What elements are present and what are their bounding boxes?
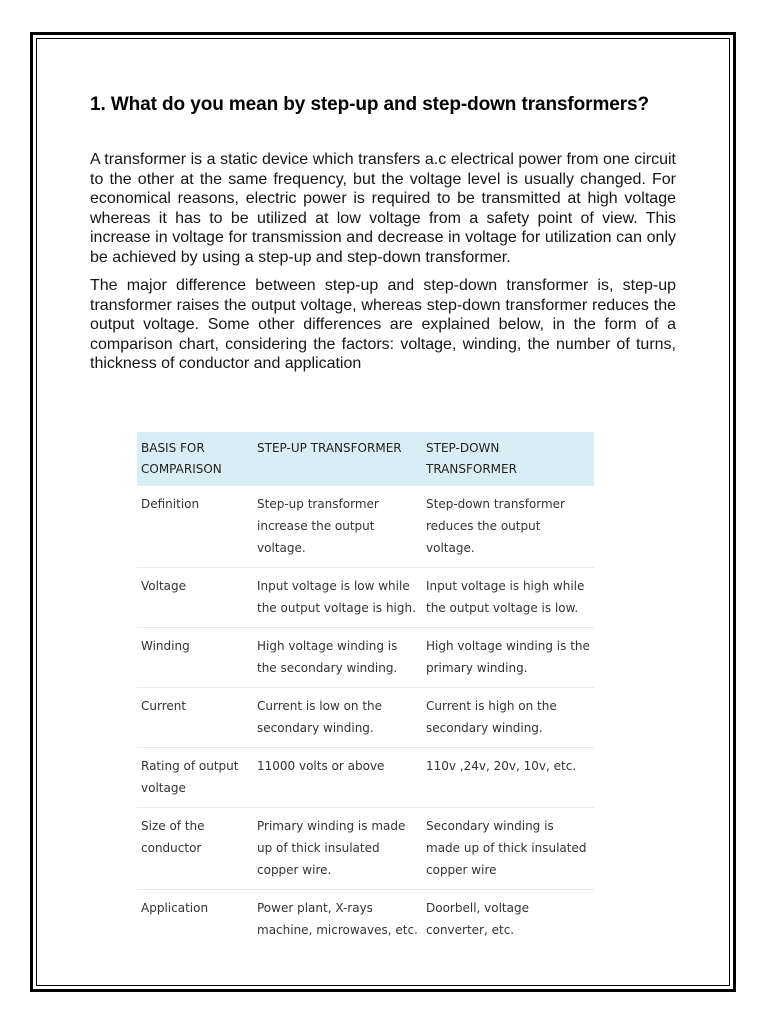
row-winding-basis: Winding xyxy=(137,628,253,688)
header-basis: BASIS FOR COMPARISON xyxy=(137,432,253,486)
row-definition-basis: Definition xyxy=(137,486,253,568)
row-rating-basis: Rating of output voltage xyxy=(137,748,253,808)
table-row xyxy=(137,808,594,890)
paragraph-difference: The major difference between step-up and step-down transformer is, step-up transformer raises the output voltage, whereas step-down transformer reduces the output voltage. Some other differences are explained below, in the form of a comparison chart, considering the factors: voltage, winding, the number of turns, thickness of conductor and application xyxy=(90,277,676,372)
row-definition-step-down: Step-down transformer reduces the output voltage. xyxy=(422,486,594,568)
header-step-down: STEP-DOWN TRANSFORMER xyxy=(422,432,594,486)
table-row xyxy=(137,568,594,628)
row-definition-step-up: Step-up transformer increase the output voltage. xyxy=(253,486,422,568)
question-heading: 1. What do you mean by step-up and step-down transformers? xyxy=(90,94,649,115)
row-current-basis: Current xyxy=(137,688,253,748)
row-application-step-up: Power plant, X-rays machine, microwaves, etc. xyxy=(257,901,418,937)
table-row xyxy=(137,688,594,748)
document-content xyxy=(90,92,676,374)
row-application-step-down: Doorbell, voltage converter, etc. xyxy=(426,901,529,937)
table-row xyxy=(137,486,594,568)
table-row xyxy=(137,628,594,688)
row-conductor-basis: Size of the conductor xyxy=(137,808,253,890)
comparison-table-wrapper xyxy=(137,432,594,949)
table-row xyxy=(137,890,594,950)
row-rating-step-down: 110v ,24v, 20v, 10v, etc. xyxy=(422,748,594,808)
header-step-up: STEP-UP TRANSFORMER xyxy=(253,432,422,486)
row-conductor-step-down: Secondary winding is made up of thick insulated copper wire xyxy=(422,808,594,890)
row-voltage-basis: Voltage xyxy=(137,568,253,628)
row-winding-step-down: High voltage winding is the primary winding. xyxy=(422,628,594,688)
table-header-row xyxy=(137,432,594,486)
paragraph-intro: A transformer is a static device which transfers a.c electrical power from one circuit to the other at the same frequency, but the voltage level is usually changed. For economical reasons, electric power is required to be transmitted at high voltage whereas it has to be utilized at low voltage from a safety point of view. This increase in voltage for transmission and decrease in voltage for utilization can only be achieved by using a step-up and step-down transformer. xyxy=(90,151,676,266)
row-voltage-step-down: Input voltage is high while the output voltage is low. xyxy=(422,568,594,628)
row-voltage-step-up: Input voltage is low while the output voltage is high. xyxy=(253,568,422,628)
row-conductor-step-up: Primary winding is made up of thick insulated copper wire. xyxy=(253,808,422,890)
comparison-table xyxy=(137,432,594,949)
table-row xyxy=(137,748,594,808)
row-winding-step-up: High voltage winding is the secondary winding. xyxy=(253,628,422,688)
row-current-step-up: Current is low on the secondary winding. xyxy=(253,688,422,748)
row-application-basis: Application xyxy=(141,901,209,915)
row-rating-step-up: 11000 volts or above xyxy=(253,748,422,808)
row-current-step-down: Current is high on the secondary winding. xyxy=(422,688,594,748)
